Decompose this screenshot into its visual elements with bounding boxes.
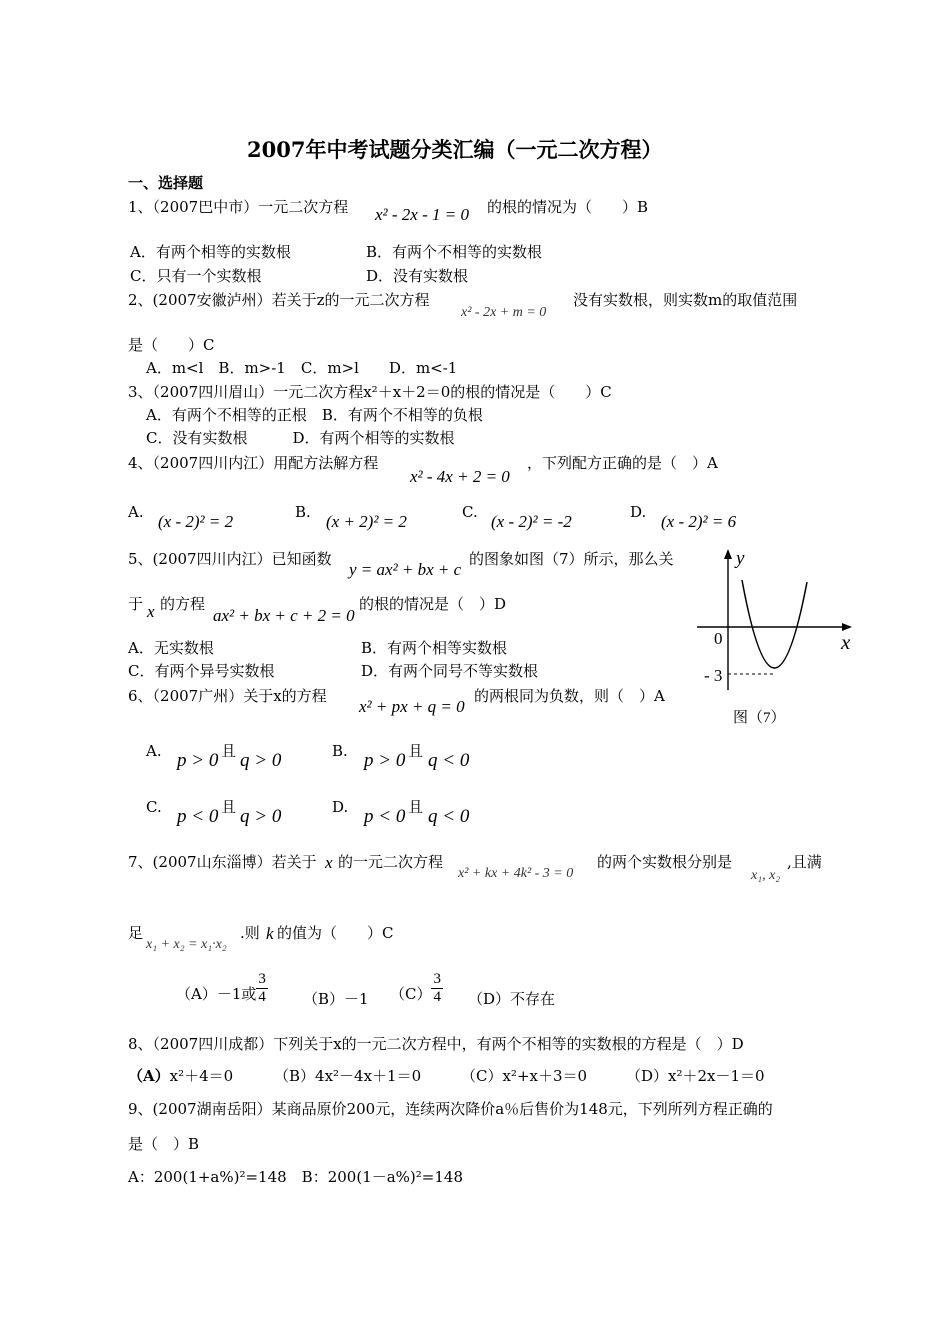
q9-stem: 9、(2007湖南岳阳）某商品原价200元，连续两次降价a％后售价为148元，下列所列方程正确的 xyxy=(128,1100,773,1118)
q7-roots: x₁, x₂ xyxy=(751,868,781,883)
q4-option-c: (x - 2)² = -2 xyxy=(491,512,572,531)
q7-option-a xyxy=(176,971,268,1005)
q4-option-d: (x - 2)² = 6 xyxy=(661,512,737,531)
q6-option-d-and: 且 xyxy=(408,798,424,816)
q4-tail: ，下列配方正确的是（ ）A xyxy=(527,454,718,472)
q6-option-b-p: p > 0 xyxy=(364,750,406,771)
figure-7-parabola xyxy=(690,540,870,740)
figure-min-label: - 3 xyxy=(704,666,723,685)
q8-option-c: （C）x²+x＋3＝0 xyxy=(461,1067,588,1085)
q5-option-a: A．无实数根 xyxy=(128,639,214,657)
q4-option-a: (x - 2)² = 2 xyxy=(158,512,234,531)
q8-option-a xyxy=(128,1069,233,1084)
q1-equation: x² - 2x - 1 = 0 xyxy=(375,205,469,224)
q7-condition: x₁ + x₂ = x₁·x₂ xyxy=(146,937,227,952)
q6-option-c-label: C. xyxy=(146,798,162,816)
fraction-denominator: 4 xyxy=(258,988,266,1005)
q5-line2-a: 于 xyxy=(128,595,144,613)
q7-var-k: k xyxy=(266,924,274,943)
q7-tail: 的两个实数根分别是 xyxy=(597,853,733,871)
q6-tail: 的两根同为负数，则（ ）A xyxy=(474,687,665,705)
q7-option-b: （B）－1 xyxy=(303,990,369,1008)
q4-option-a-label: A. xyxy=(128,503,144,521)
section-heading: 一、选择题 xyxy=(128,174,204,192)
q4-option-d-label: D. xyxy=(630,503,647,521)
q6-option-c-p: p < 0 xyxy=(177,806,219,827)
q8-option-d: （D）x²＋2x－1＝0 xyxy=(626,1067,765,1085)
q7-line2-a: 足 xyxy=(128,924,144,942)
q2-options: A．m<l B．m>-1 C．m>l D．m<-1 xyxy=(146,359,458,377)
q5-option-b: B．有两个相等实数根 xyxy=(361,639,508,657)
figure-x-label: x xyxy=(841,630,851,654)
q7-option-d: （D）不存在 xyxy=(468,990,556,1008)
q1-option-d: D．没有实数根 xyxy=(366,267,469,285)
q4-option-b-label: B. xyxy=(295,503,311,521)
q7-var-x: x xyxy=(325,853,333,872)
q7-option-c-text: （C） xyxy=(390,985,432,1003)
q7-option-a-text: （A）－1或 xyxy=(176,985,257,1003)
q7-option-c xyxy=(390,971,443,1005)
q3-options-ab: A．有两个不相等的正根 B．有两个不相等的负根 xyxy=(146,406,483,424)
q2-equation: x² - 2x + m = 0 xyxy=(461,305,547,320)
fraction-numerator: 3 xyxy=(258,971,266,987)
q5-option-c: C．有两个异号实数根 xyxy=(128,662,275,680)
q6-option-a-label: A. xyxy=(146,742,162,760)
q7-line2-b: .则 xyxy=(240,924,260,942)
q5-option-d: D．有两个同号不等实数根 xyxy=(361,662,539,680)
fraction-numerator: 3 xyxy=(433,971,441,987)
q5-stem: 5、(2007四川内江）已知函数 xyxy=(128,550,332,568)
q4-option-c-label: C. xyxy=(462,503,478,521)
q1-tail: 的根的情况为（ ）B xyxy=(487,198,649,216)
q4-option-b: (x + 2)² = 2 xyxy=(326,512,407,531)
q8-option-a-label: （A） xyxy=(128,1067,170,1085)
q6-option-c-and: 且 xyxy=(221,798,237,816)
q6-stem: 6、（2007广州）关于x的方程 xyxy=(128,687,327,705)
figure-parabola-curve xyxy=(742,580,807,668)
figure-y-label: y xyxy=(736,548,745,569)
q6-option-a-q: q > 0 xyxy=(240,750,282,771)
q9-options: A：200(1+a%)²=148 B：200(1－a%)²=148 xyxy=(128,1168,463,1186)
q6-option-a-and: 且 xyxy=(221,742,237,760)
q6-option-b-and: 且 xyxy=(408,742,424,760)
q8-stem: 8、（2007四川成都）下列关于x的一元二次方程中，有两个不相等的实数根的方程是（ ）D xyxy=(128,1035,744,1053)
q6-option-b-q: q < 0 xyxy=(428,750,470,771)
q5-function: y = ax² + bx + c xyxy=(349,560,462,579)
q7-tail2: ,且满 xyxy=(787,853,822,871)
q5-equation: ax² + bx + c + 2 = 0 xyxy=(213,606,355,625)
q6-equation: x² + px + q = 0 xyxy=(359,697,465,716)
q6-option-c-q: q > 0 xyxy=(240,806,282,827)
q7-line2-c: 的值为（ ）C xyxy=(277,924,394,942)
q1-option-b: B．有两个不相等的实数根 xyxy=(366,243,543,261)
q5-line2-c: 的根的情况是（ ）D xyxy=(359,595,507,613)
q7-stem2: 的一元二次方程 xyxy=(338,853,444,871)
q6-option-d-label: D. xyxy=(332,798,349,816)
q3-stem: 3、（2007四川眉山）一元二次方程x²＋x＋2＝0的根的情况是（ ）C xyxy=(128,383,612,401)
q7-stem: 7、(2007山东淄博）若关于 xyxy=(128,853,317,871)
q6-option-a-p: p > 0 xyxy=(177,750,219,771)
q6-option-b-label: B. xyxy=(332,742,348,760)
q8-option-a-text: x²＋4＝0 xyxy=(169,1067,234,1085)
q5-tail: 的图象如图（7）所示，那么关 xyxy=(469,550,674,568)
q5-line2-b: 的方程 xyxy=(160,595,206,613)
q2-line2: 是（ ）C xyxy=(128,336,215,354)
q2-stem: 2、(2007安徽泸州）若关于z的一元二次方程 xyxy=(128,291,430,309)
figure-y-arrow xyxy=(724,549,732,559)
q7-option-c-fraction xyxy=(431,971,443,1005)
q1-option-c: C．只有一个实数根 xyxy=(130,267,262,285)
q7-option-a-fraction xyxy=(256,971,268,1005)
q2-tail: 没有实数根，则实数m的取值范围 xyxy=(573,291,798,309)
q8-option-b: （B）4x²－4x＋1＝0 xyxy=(274,1067,422,1085)
q7-equation: x² + kx + 4k² - 3 = 0 xyxy=(458,866,574,881)
q1-option-a: A．有两个相等的实数根 xyxy=(130,243,291,261)
q5-var-x: x xyxy=(147,602,155,621)
q1-stem: 1、（2007巴中市）一元二次方程 xyxy=(128,198,349,216)
q4-equation: x² - 4x + 2 = 0 xyxy=(410,467,510,486)
q6-option-d-q: q < 0 xyxy=(428,806,470,827)
q4-stem: 4、（2007四川内江）用配方法解方程 xyxy=(128,454,379,472)
page-title: 2007年中考试题分类汇编（一元二次方程） xyxy=(247,137,663,162)
figure-caption: 图（7） xyxy=(733,710,786,726)
fraction-denominator: 4 xyxy=(433,988,441,1005)
figure-origin-label: 0 xyxy=(714,629,723,648)
q9-line2: 是（ ）B xyxy=(128,1135,200,1153)
q6-option-d-p: p < 0 xyxy=(364,806,406,827)
q3-options-cd: C．没有实数根 D．有两个相等的实数根 xyxy=(146,429,455,447)
